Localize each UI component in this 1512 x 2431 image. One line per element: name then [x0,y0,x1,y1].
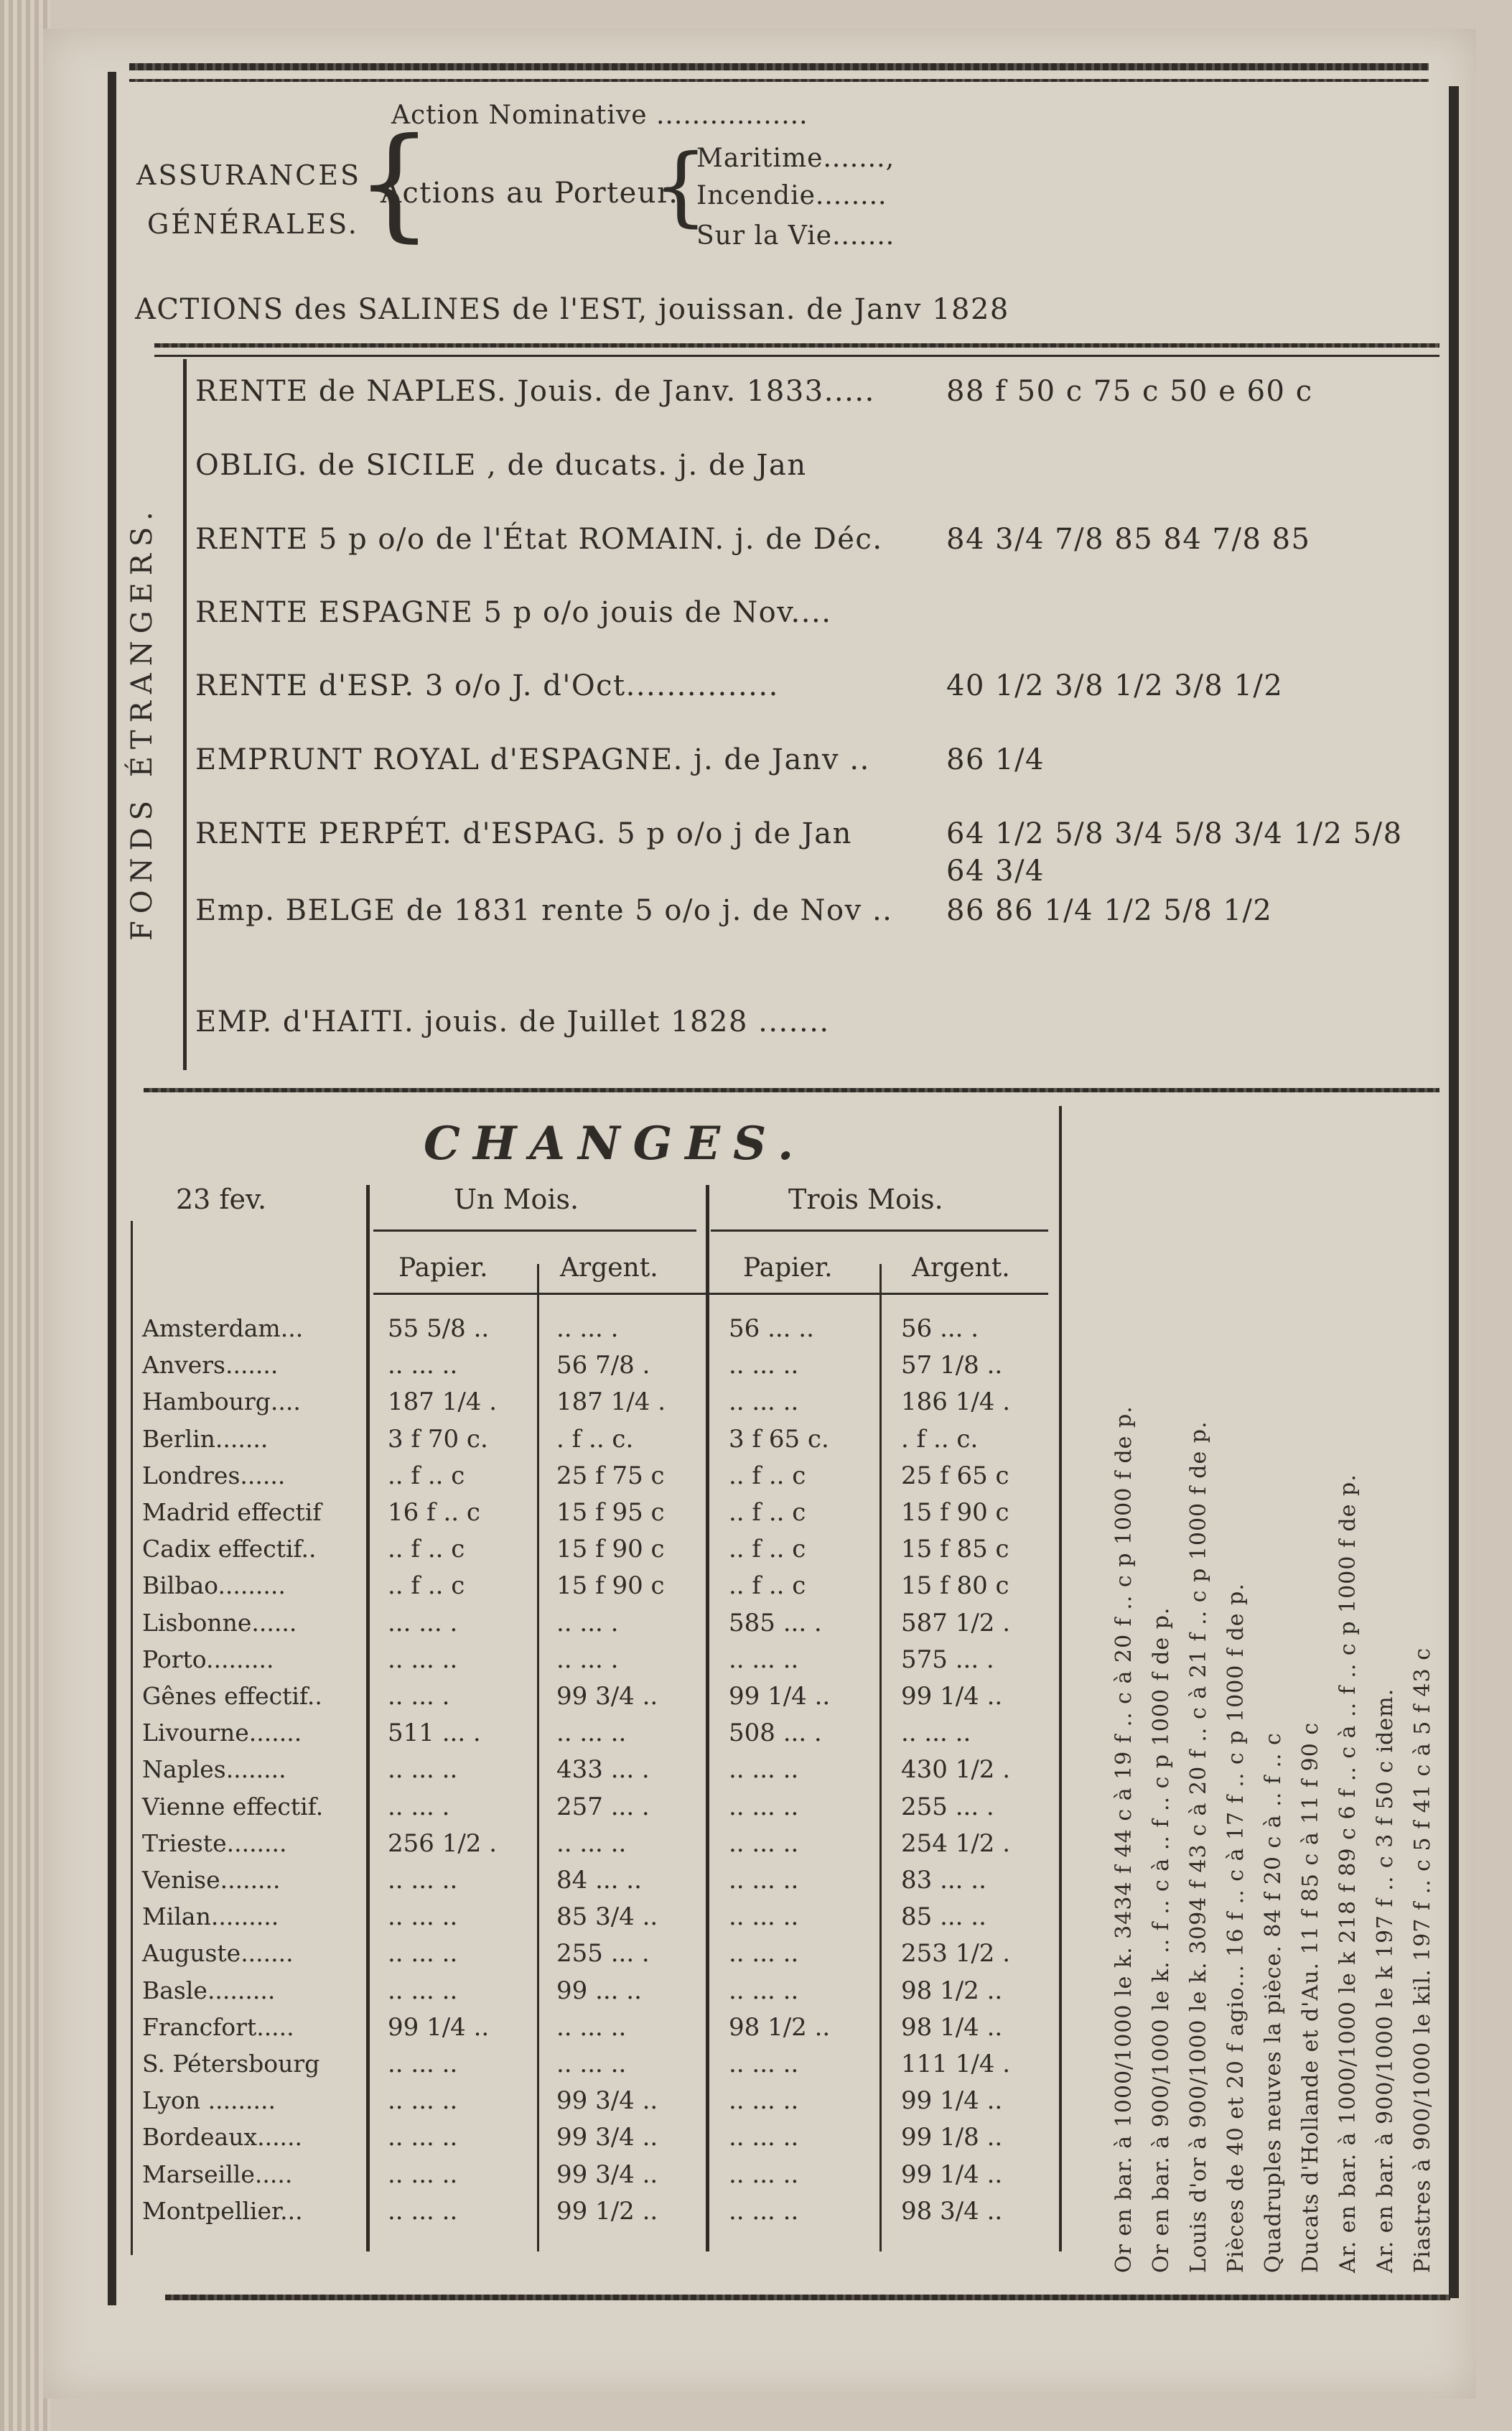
rate-cell: .. ... .. [729,1351,799,1380]
rate-cell: 99 1/4 .. [729,1682,831,1711]
tm-argent-header: Argent. [912,1253,1010,1283]
city-name: Milan......... [142,1902,279,1930]
rate-cell: .. ... . [388,1682,450,1711]
city-name: Anvers....... [142,1351,279,1379]
city-name: Livourne....... [142,1719,302,1747]
city-name: Hambourg.... [142,1388,301,1416]
fonds-divider [183,359,187,1070]
rate-cell: ... ... . [388,1609,458,1637]
brace-porteur: { [653,136,709,236]
fonds-etrangers-label: FONDS ÉTRANGERS. [126,504,159,941]
fonds-row-value: 86 1/4 [946,743,1045,776]
rate-cell: 98 1/2 .. [901,1976,1003,2005]
rate-cell: .. f .. c [388,1461,465,1490]
changes-title: CHANGES. [424,1117,807,1171]
rate-cell: .. ... .. [729,2197,799,2226]
un-mois-underline [373,1230,696,1232]
rate-cell: .. f .. c [729,1571,806,1600]
fonds-row-name: EMP. d'HAITI. jouis. de Juillet 1828 ....... [195,1005,830,1038]
fonds-row-value: 88 f 50 c 75 c 50 e 60 c [946,375,1313,408]
city-name: Marseille..... [142,2160,293,2188]
rate-cell: .. ... .. [388,1755,458,1784]
rate-cell: 99 1/4 .. [388,2013,490,2042]
fonds-row-value: 64 1/2 5/8 3/4 5/8 3/4 1/2 5/8 [946,817,1403,850]
rate-cell: 257 ... . [556,1793,650,1821]
rate-cell: 99 1/4 .. [901,1682,1003,1711]
actions-porteur: Actions au Porteur. [381,177,679,210]
metal-line: Quadruples neuves la pièce. 84 f 20 c à .. f .. c [1261,1732,1286,2273]
top-rule-2 [129,79,1429,82]
fonds-row-name: EMPRUNT ROYAL d'ESPAGNE. j. de Janv .. [195,743,870,776]
rate-cell: 25 f 75 c [556,1461,665,1490]
rate-cell: .. ... . [388,1793,450,1821]
rate-cell: 508 ... . [729,1719,822,1747]
rate-cell: .. ... .. [388,2050,458,2078]
rate-cell: 85 3/4 .. [556,1902,658,1931]
city-name: Auguste....... [142,1939,294,1967]
rate-cell: .. ... .. [901,1719,971,1747]
fonds-row-name: Emp. BELGE de 1831 rente 5 o/o j. de Nov .. [195,894,893,927]
metal-line: Ar. en bar. à 1000/1000 le k 218 f 89 c 6 f .. c à .. f .. c p 1000 f de p. [1335,1474,1361,2273]
rate-cell: .. ... .. [729,1829,799,1858]
rate-cell: 85 ... .. [901,1902,986,1931]
rate-cell: .. ... .. [388,1351,458,1380]
fonds-row-name: RENTE de NAPLES. Jouis. de Janv. 1833..... [195,375,875,408]
rate-cell: 3 f 70 c. [388,1425,488,1454]
rate-cell: .. ... .. [388,2160,458,2189]
rate-cell: .. f .. c [388,1571,465,1600]
fonds-row-name: OBLIG. de SICILE , de ducats. j. de Jan [195,449,807,482]
rate-cell: .. f .. c [729,1498,806,1527]
rate-cell: 430 1/2 . [901,1755,1011,1784]
city-name: Naples........ [142,1755,286,1783]
salines: ACTIONS des SALINES de l'EST, jouissan. de Janv 1828 [135,293,1009,326]
action-nominative: Action Nominative ................. [391,101,808,130]
rate-cell: .. ... .. [388,2123,458,2152]
rate-cell: 83 ... .. [901,1866,986,1895]
rate-cell: 3 f 65 c. [729,1425,829,1454]
rule-changes-top [144,1088,1439,1092]
rate-cell: .. ... .. [388,1645,458,1674]
rate-cell: 98 1/4 .. [901,2013,1003,2042]
city-name: Amsterdam... [142,1314,304,1342]
rate-cell: . f .. c. [901,1425,979,1454]
rate-cell: 433 ... . [556,1755,650,1784]
rate-cell: 55 5/8 .. [388,1314,490,1343]
frame-right [1449,86,1459,2298]
rate-cell: 15 f 95 c [556,1498,665,1527]
rate-cell: 186 1/4 . [901,1388,1011,1416]
um-argent-header: Argent. [560,1253,658,1283]
rate-cell: 56 ... . [901,1314,979,1343]
col-sep-4 [879,1264,882,2251]
rate-cell: 99 3/4 .. [556,2123,658,2152]
um-papier-header: Papier. [398,1253,488,1283]
city-name: Vienne effectif. [142,1793,324,1821]
assurances-label-2: GÉNÉRALES. [147,208,359,240]
rate-cell: 15 f 90 c [556,1571,665,1600]
rate-cell: .. ... .. [729,1902,799,1931]
rate-cell: 256 1/2 . [388,1829,498,1858]
rate-cell: .. ... .. [556,2013,627,2042]
fonds-row-value: 40 1/2 3/8 1/2 3/8 1/2 [946,669,1284,702]
rate-cell: 255 ... . [556,1939,650,1968]
rate-cell: .. ... .. [729,1866,799,1895]
metal-line: Piastres à 900/1000 le kil. 197 f .. c 5 f 41 c à 5 f 43 c [1410,1647,1435,2273]
city-col-rule [131,1221,133,2255]
col-sep-1 [366,1185,370,2251]
city-name: Madrid effectif [142,1498,322,1526]
metal-line: Ducats d'Hollande et d'Au. 11 f 85 c à 11 f 90 c [1298,1721,1323,2273]
trois-mois-underline [711,1230,1048,1232]
fonds-row-name: RENTE ESPAGNE 5 p o/o jouis de Nov.... [195,596,832,629]
rate-cell: 254 1/2 . [901,1829,1011,1858]
metal-line: Or en bar. à 900/1000 le k. .. f .. c à .. f .. c p 1000 f de p. [1149,1607,1174,2273]
rate-cell: 25 f 65 c [901,1461,1009,1490]
rate-cell: .. ... .. [556,2050,627,2078]
rate-cell: 99 1/4 .. [901,2160,1003,2189]
col-sep-3 [706,1185,709,2251]
rate-cell: .. f .. c [729,1461,806,1490]
city-name: Basle......... [142,1976,276,2004]
col-sep-2 [537,1264,539,2251]
un-mois-header: Un Mois. [454,1184,579,1215]
rate-cell: 99 1/8 .. [901,2123,1003,2152]
rate-cell: 99 1/4 .. [901,2086,1003,2115]
rule-fonds-top [154,343,1439,348]
city-name: Porto......... [142,1645,274,1673]
rate-cell: . f .. c. [556,1425,634,1454]
city-name: Berlin....... [142,1425,269,1453]
col-sep-5 [1059,1106,1062,2251]
rate-cell: 255 ... . [901,1793,994,1821]
rate-cell: 99 3/4 .. [556,2160,658,2189]
rate-cell: .. ... .. [556,1719,627,1747]
frame-left [108,72,116,2305]
rate-cell: .. ... .. [388,2086,458,2115]
fonds-row-value: 84 3/4 7/8 85 84 7/8 85 [946,523,1311,556]
city-name: Gênes effectif.. [142,1682,322,1710]
brace-assurances: { [355,112,434,254]
sur-la-vie: Sur la Vie....... [696,221,895,251]
rate-cell: 99 ... .. [556,1976,642,2005]
rate-cell: 56 ... .. [729,1314,814,1343]
fonds-row-name: RENTE 5 p o/o de l'État ROMAIN. j. de Déc. [195,523,883,556]
rate-cell: 187 1/4 . [388,1388,498,1416]
rate-cell: .. ... .. [729,2050,799,2078]
trois-mois-header: Trois Mois. [788,1184,943,1215]
rate-cell: .. ... . [556,1609,619,1637]
rate-cell: 187 1/4 . [556,1388,666,1416]
rate-cell: .. ... .. [729,1793,799,1821]
city-name: Trieste........ [142,1829,287,1857]
rate-cell: 98 1/2 .. [729,2013,831,2042]
rate-cell: .. ... .. [388,1939,458,1968]
rate-cell: .. ... .. [388,1866,458,1895]
rate-cell: 16 f .. c [388,1498,480,1527]
rate-cell: .. ... .. [729,2160,799,2189]
rate-cell: 111 1/4 . [901,2050,1011,2078]
fonds-row-value: 86 86 1/4 1/2 5/8 1/2 [946,894,1273,927]
rate-cell: .. ... .. [388,2197,458,2226]
rate-cell: .. ... . [556,1314,619,1343]
rate-cell: .. ... .. [729,1645,799,1674]
header-underline [373,1293,1048,1295]
rate-cell: 56 7/8 . [556,1351,650,1380]
incendie: Incendie........ [696,181,887,210]
metal-line: Pièces de 40 et 20 f agio... 16 f .. c à 17 f .. c p 1000 f de p. [1223,1583,1249,2273]
fonds-row-name: RENTE d'ESP. 3 o/o J. d'Oct............... [195,669,779,702]
rate-cell: 15 f 90 c [901,1498,1009,1527]
rate-cell: 99 3/4 .. [556,2086,658,2115]
rate-cell: 57 1/8 .. [901,1351,1003,1380]
rate-cell: .. f .. c [729,1535,806,1563]
city-name: Venise........ [142,1866,281,1894]
city-name: Lyon ......... [142,2086,276,2114]
rate-cell: 84 ... .. [556,1866,642,1895]
metal-line: Or en bar. à 1000/1000 le k. 3434 f 44 c à 19 f .. c à 20 f .. c p 1000 f de p. [1111,1405,1137,2273]
maritime: Maritime......., [696,144,895,173]
rate-cell: .. ... .. [729,2086,799,2115]
rate-cell: .. ... .. [729,1976,799,2005]
rate-cell: 253 1/2 . [901,1939,1011,1968]
rate-cell: .. ... .. [556,1829,627,1858]
rate-cell: 511 ... . [388,1719,481,1747]
city-name: Montpellier... [142,2197,303,2225]
rate-cell: .. ... .. [729,1939,799,1968]
rate-cell: .. ... .. [729,1755,799,1784]
rate-cell: 15 f 90 c [556,1535,665,1563]
rate-cell: 585 ... . [729,1609,822,1637]
rate-cell: .. ... . [556,1645,619,1674]
city-name: Londres...... [142,1461,286,1489]
city-name: Bordeaux...... [142,2123,303,2151]
city-name: Francfort..... [142,2013,294,2041]
fonds-row-value: 64 3/4 [946,855,1045,888]
rate-cell: .. ... .. [729,2123,799,2152]
assurances-label-1: ASSURANCES [136,159,362,191]
changes-date: 23 fev. [176,1184,267,1215]
tm-papier-header: Papier. [743,1253,833,1283]
rate-cell: 98 3/4 .. [901,2197,1003,2226]
rate-cell: 15 f 80 c [901,1571,1009,1600]
rate-cell: .. ... .. [388,1976,458,2005]
rate-cell: .. f .. c [388,1535,465,1563]
rate-cell: 587 1/2 . [901,1609,1011,1637]
city-name: Lisbonne...... [142,1609,297,1637]
rate-cell: .. ... .. [729,1388,799,1416]
rate-cell: 575 ... . [901,1645,994,1674]
metal-line: Ar. en bar. à 900/1000 le k 197 f .. c 3 f 50 c idem. [1373,1688,1398,2273]
metal-line: Louis d'or à 900/1000 le k. 3094 f 43 c à 20 f .. c à 21 f .. c p 1000 f de p. [1186,1421,1211,2273]
rule-fonds-top-thin [154,355,1439,357]
rate-cell: 15 f 85 c [901,1535,1009,1563]
rate-cell: 99 3/4 .. [556,1682,658,1711]
rate-cell: 99 1/2 .. [556,2197,658,2226]
top-rule [129,63,1429,70]
rate-cell: .. ... .. [388,1902,458,1931]
city-name: S. Pétersbourg [142,2050,320,2078]
fonds-row-name: RENTE PERPÉT. d'ESPAG. 5 p o/o j de Jan [195,817,852,850]
city-name: Bilbao......... [142,1571,286,1599]
city-name: Cadix effectif.. [142,1535,317,1563]
bottom-rule [165,2295,1450,2300]
